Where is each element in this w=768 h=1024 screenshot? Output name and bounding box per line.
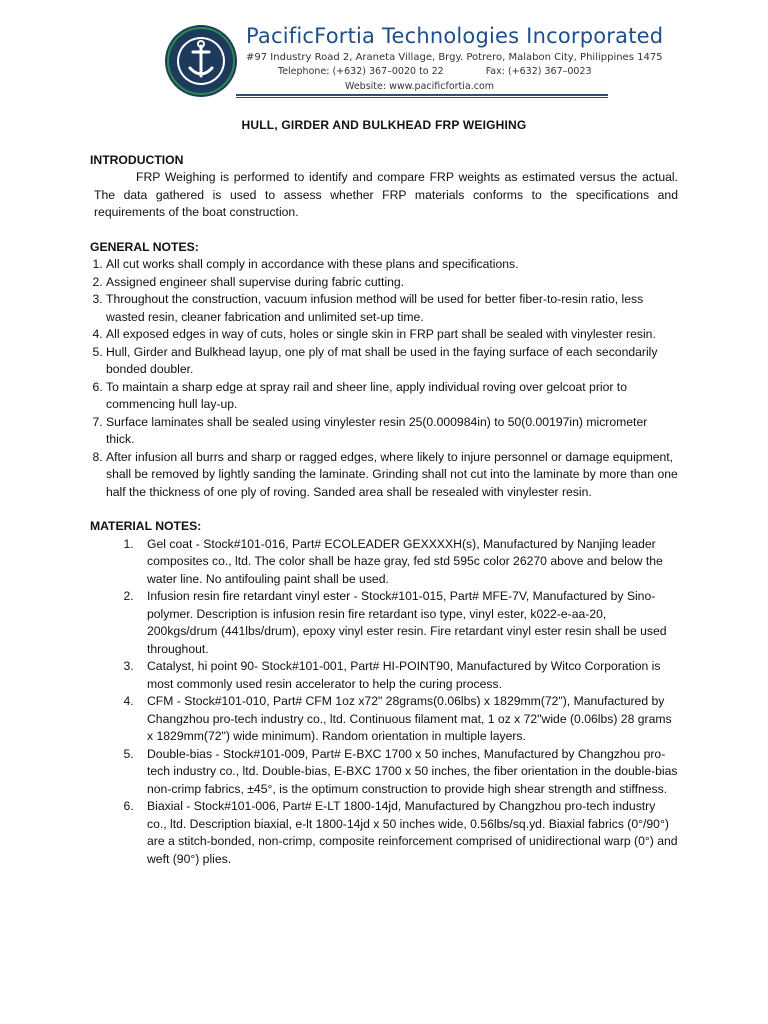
- company-word: Technologies: [381, 24, 527, 48]
- material-note-item: 3. Catalyst, hi point 90- Stock#101-001, Part# HI-POINT90, Manufactured by Witco Corporation is most commonly used resin accelerator to help the curing process.: [137, 658, 678, 693]
- introduction-paragraph: [94, 169, 678, 222]
- company-contact: [278, 66, 592, 77]
- general-note-item: 5. Hull, Girder and Bulkhead layup, one ply of mat shall be used in the faying surface of each secondarily bonded doubler.: [106, 344, 678, 379]
- introduction-heading: INTRODUCTION: [90, 152, 184, 167]
- material-note-item: 1. Gel coat - Stock#101-016, Part# ECOLEADER GEXXXXH(s), Manufactured by Nanjing leader composites co., ltd. The color shall be haze gray, fed std 595c color 26270 above and below the water line. No antifouling paint shall be used.: [137, 536, 678, 589]
- material-note-item: 6. Biaxial - Stock#101-006, Part# E-LT 1800-14jd, Manufactured by Changzhou pro-tech industry co., ltd. Description biaxial, e-lt 1800-14jd x 50 inches wide, 0.56lbs/sq.yd. Biaxial fabrics (0°/90°) are a stitch-bonded, non-crimp, composite reinforcement comprised of unidirectional warp (0°) and weft (90°) plies.: [137, 798, 678, 868]
- general-note-item: 6. To maintain a sharp edge at spray rail and sheer line, apply individual roving over gelcoat prior to commencing hull lay-up.: [106, 379, 678, 414]
- material-notes-heading: MATERIAL NOTES:: [90, 519, 202, 533]
- company-address: #97 Industry Road 2, Araneta Village, Brgy. Potrero, Malabon City, Philippines 1475: [246, 52, 663, 63]
- company-word: Incorporated: [526, 24, 664, 48]
- material-note-item: 4. CFM - Stock#101-010, Part# CFM 1oz x72" 28grams(0.06lbs) x 1829mm(72"), Manufactured by Changzhou pro-tech industry co., ltd. Continuous filament mat, 1 oz x 72"wide (0.06lbs) 28 grams x 1829mm(72") wide minimum). Random orientation in multiple layers.: [137, 693, 678, 746]
- letterhead-divider: [236, 94, 608, 96]
- document-title: HULL, GIRDER AND BULKHEAD FRP WEIGHING: [241, 118, 527, 132]
- anchor-logo-icon: [164, 24, 238, 98]
- document-body: [90, 112, 678, 868]
- telephone-text: Telephone: (+632) 367–0020 to 22: [278, 66, 444, 77]
- general-note-item: 2. Assigned engineer shall supervise during fabric cutting.: [106, 274, 678, 292]
- general-notes-heading: GENERAL NOTES:: [90, 239, 199, 254]
- introduction-text: FRP Weighing is performed to identify and compare FRP weights as estimated versus the actual. The data gathered is used to assess whether FRP materials conforms to the specifications and requirements of the boat construction.: [94, 170, 678, 219]
- general-note-item: 8. After infusion all burrs and sharp or ragged edges, where likely to injure personnel or damage equipment, shall be removed by lightly sanding the laminate. Grinding shall not cut into the laminate by more than one half the thickness of one ply of roving. Sanded area shall be resealed with vinylester resin.: [106, 449, 678, 502]
- company-word: Fortia: [314, 24, 382, 48]
- material-note-item: 2. Infusion resin fire retardant vinyl ester - Stock#101-015, Part# MFE-7V, Manufactured by Sino-polymer. Description is infusion resin fire retardant iso type, vinyl ester, k022-e-aa-20, 200kgs/drum (441lbs/drum), epoxy vinyl ester resin. Fire retardant vinyl ester resin shall be used throughout.: [137, 588, 678, 658]
- general-note-item: 4. All exposed edges in way of cuts, holes or single skin in FRP part shall be sealed with vinylester resin.: [106, 326, 678, 344]
- fax-text: Fax: (+632) 367–0023: [485, 66, 592, 77]
- company-word: Pacific: [246, 24, 315, 48]
- general-note-item: 3. Throughout the construction, vacuum infusion method will be used for better fiber-to-resin ratio, less wasted resin, cleaner fabrication and unlimited set-up time.: [106, 291, 678, 326]
- material-note-item: 5. Double-bias - Stock#101-009, Part# E-BXC 1700 x 50 inches, Manufactured by Changzhou pro-tech industry co., ltd. Double-bias, E-BXC 1700 x 50 inches, the fiber orientation in the double-bias non-crimp fabrics, ±45°, is the optimum construction to provide high shear strength and stiffness.: [137, 746, 678, 799]
- general-note-item: 1. All cut works shall comply in accordance with these plans and specifications.: [106, 256, 678, 274]
- general-note-item: 7. Surface laminates shall be sealed using vinylester resin 25(0.000984in) to 50(0.00197in) micrometer thick.: [106, 414, 678, 449]
- website-text: Website: www.pacificfortia.com: [345, 81, 495, 92]
- letterhead-divider-thin: [236, 97, 608, 98]
- company-name: [246, 24, 663, 48]
- general-notes-list: [90, 256, 678, 501]
- material-notes-list: [90, 536, 678, 869]
